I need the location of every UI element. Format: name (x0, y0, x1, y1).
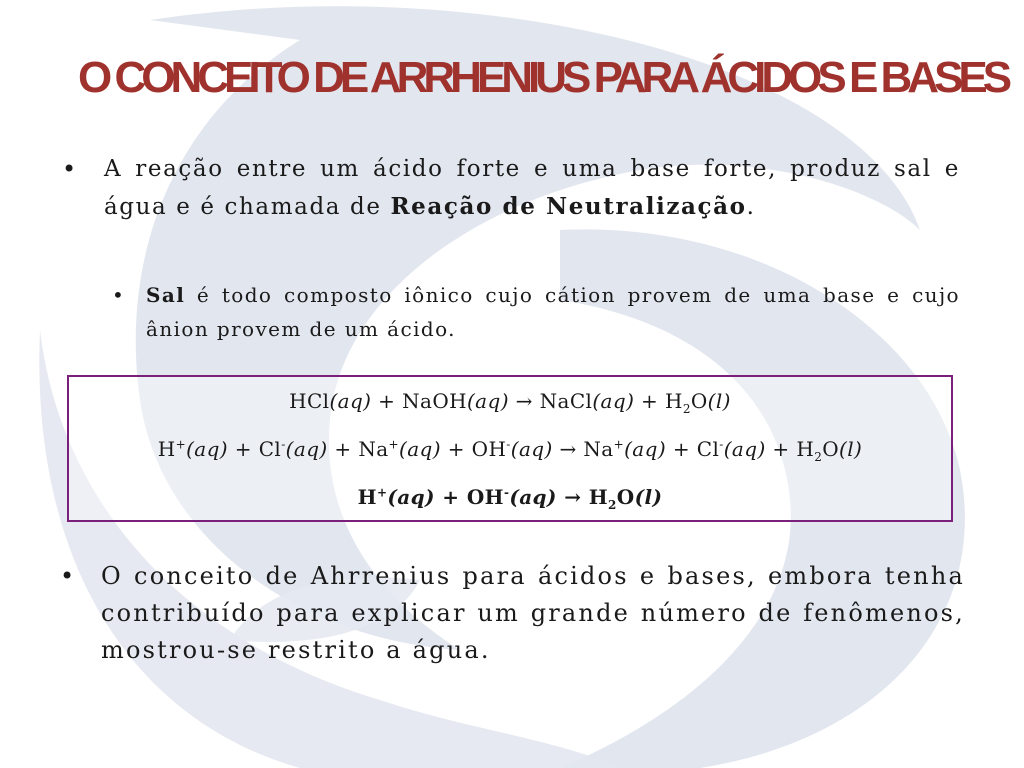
bullet-text-main: A reação entre um ácido forte e uma base forte, produz sal e água e é chamada de (104, 156, 960, 220)
bullet-text-main: é todo composto iônico cujo cátion provem de uma base e cujo ânion provem de um ácido. (146, 283, 960, 341)
bullet-dot: • (60, 562, 75, 590)
bullet-emphasis: Reação de Neutralização (390, 193, 747, 220)
sub-bullet-salt (112, 278, 960, 346)
equation-molecular: HCl(aq) + NaOH(aq) → NaCl(aq) + $H_2O(l)$ (289, 389, 731, 416)
equation-net-ionic: $H^+(aq) + OH^-(aq) \to H_2O(l)$ (357, 485, 663, 512)
arrow-icon: → (564, 485, 582, 509)
equation-ionic: $H^+(aq) + Cl^-(aq) + Na^+(aq) + OH^-(aq) \to Na^+(aq) + Cl^-(aq) + H_2O(l)$ (157, 437, 863, 464)
bullet-text-end: . (746, 194, 756, 220)
equations-box (67, 375, 953, 522)
bullet-dot: • (112, 283, 124, 307)
bullet-text: O conceito de Ahrrenius para ácidos e bases, embora tenha contribuído para explicar um grande número de fenômenos, mostrou-se restrito a água. (101, 562, 965, 664)
arrow-icon: → (559, 437, 577, 461)
arrow-icon: → (515, 389, 533, 413)
bullet-term: Sal (146, 283, 186, 307)
bullet-text (104, 150, 960, 226)
bullet-arrhenius-limitation (60, 558, 965, 669)
bullet-neutralization (62, 150, 960, 226)
bullet-dot: • (62, 155, 77, 183)
slide-title: O CONCEITO DE ARRHENIUS PARA ÁCIDOS E BASES (78, 53, 1008, 102)
bullet-text (146, 278, 960, 346)
